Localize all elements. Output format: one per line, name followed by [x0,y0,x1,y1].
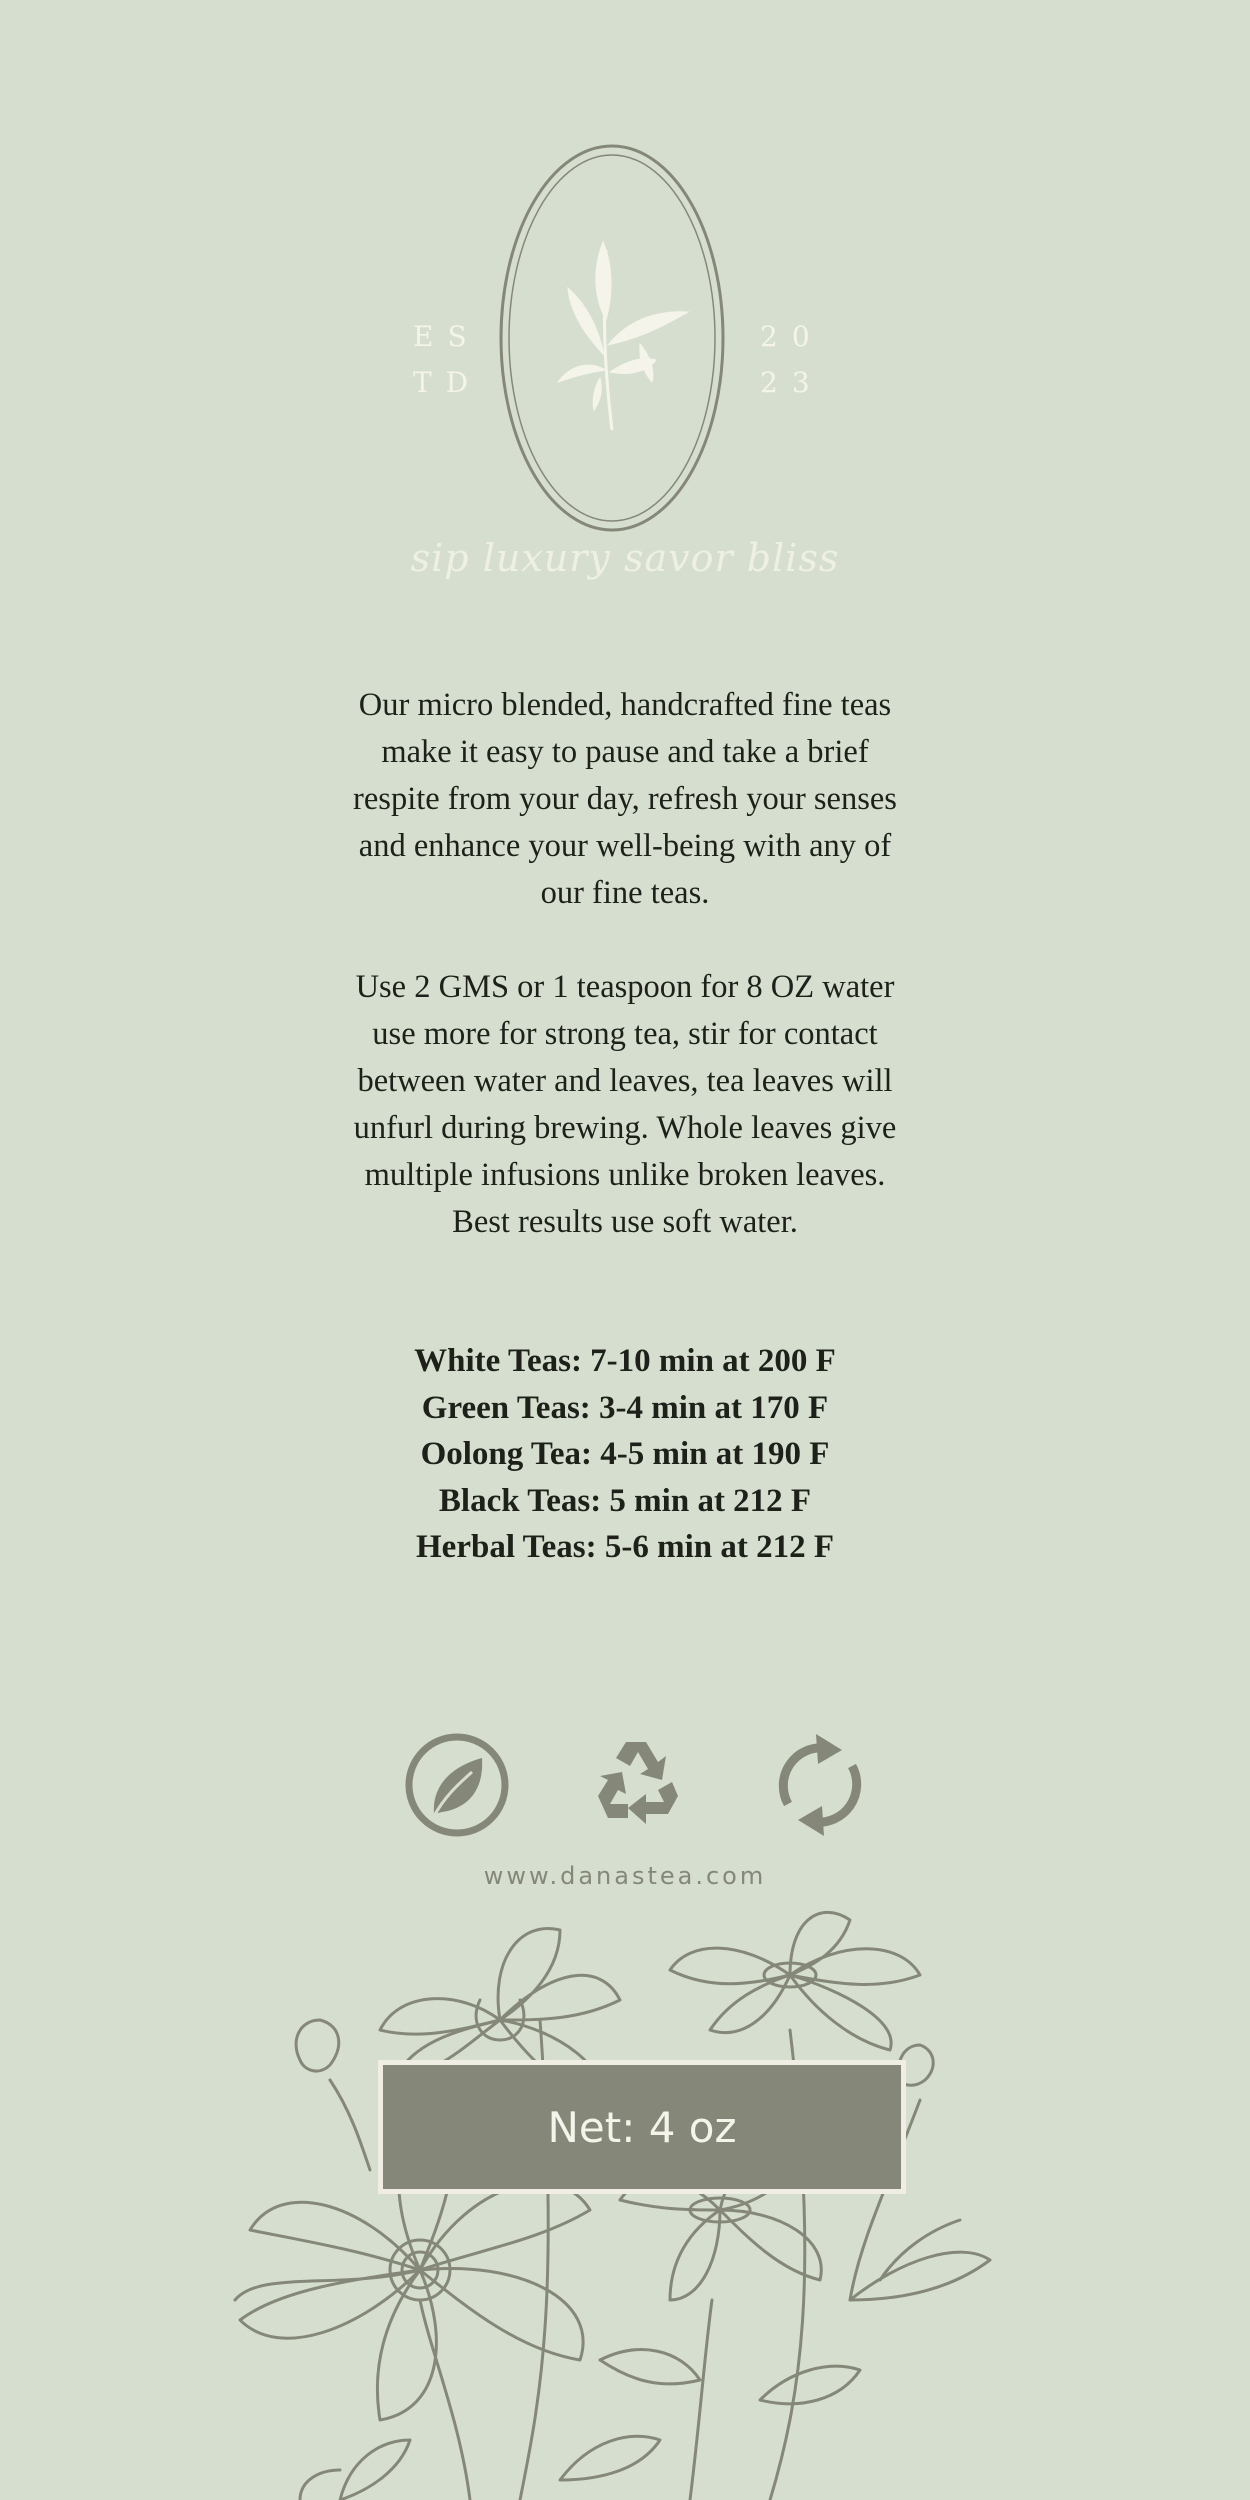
brew-time-white: White Teas: 7-10 min at 200 F [414,1343,836,1379]
leaf-sprig-icon [558,242,688,430]
brew-time-oolong: Oolong Tea: 4-5 min at 190 F [420,1436,830,1472]
intro-paragraph: Our micro blended, handcrafted fine teas make it easy to pause and take a brief respite from your day, refresh your senses and enhance your well-being with any of our fine teas. [353,687,897,911]
website-link[interactable]: www.danastea.com [483,1862,767,1890]
brew-times-list [300,1338,950,1571]
brew-time-green: Green Teas: 3-4 min at 170 F [421,1389,829,1426]
brand-tagline: sip luxury savor bliss [410,536,840,580]
eco-icons-row [0,1720,1250,1860]
est-right-text [760,314,840,406]
est-right-line-1: 20 [760,320,824,353]
refresh-arrows-icon [768,1732,872,1838]
leaf-circle-icon [404,1732,510,1838]
est-left-text [413,314,493,406]
est-left-line-1: ES [413,320,481,353]
brewing-instructions: Use 2 GMS or 1 teaspoon for 8 OZ water use more for strong tea, stir for contact between water and leaves, tea leaves will unfurl during brewing. Whole leaves give multiple infusions unlike broken leaves. Best results use soft water. [353,969,897,1240]
recycle-icon [588,1734,688,1834]
flower-top-right [670,1912,920,2050]
net-weight-box [378,2060,906,2194]
brew-time-black: Black Teas: 5 min at 212 F [438,1482,812,1519]
est-left-line-2: TD [413,366,483,399]
brew-time-herbal: Herbal Teas: 5-6 min at 212 F [416,1529,834,1565]
est-right-line-2: 23 [760,366,824,399]
net-weight-text: Net: 4 oz [383,2065,901,2189]
